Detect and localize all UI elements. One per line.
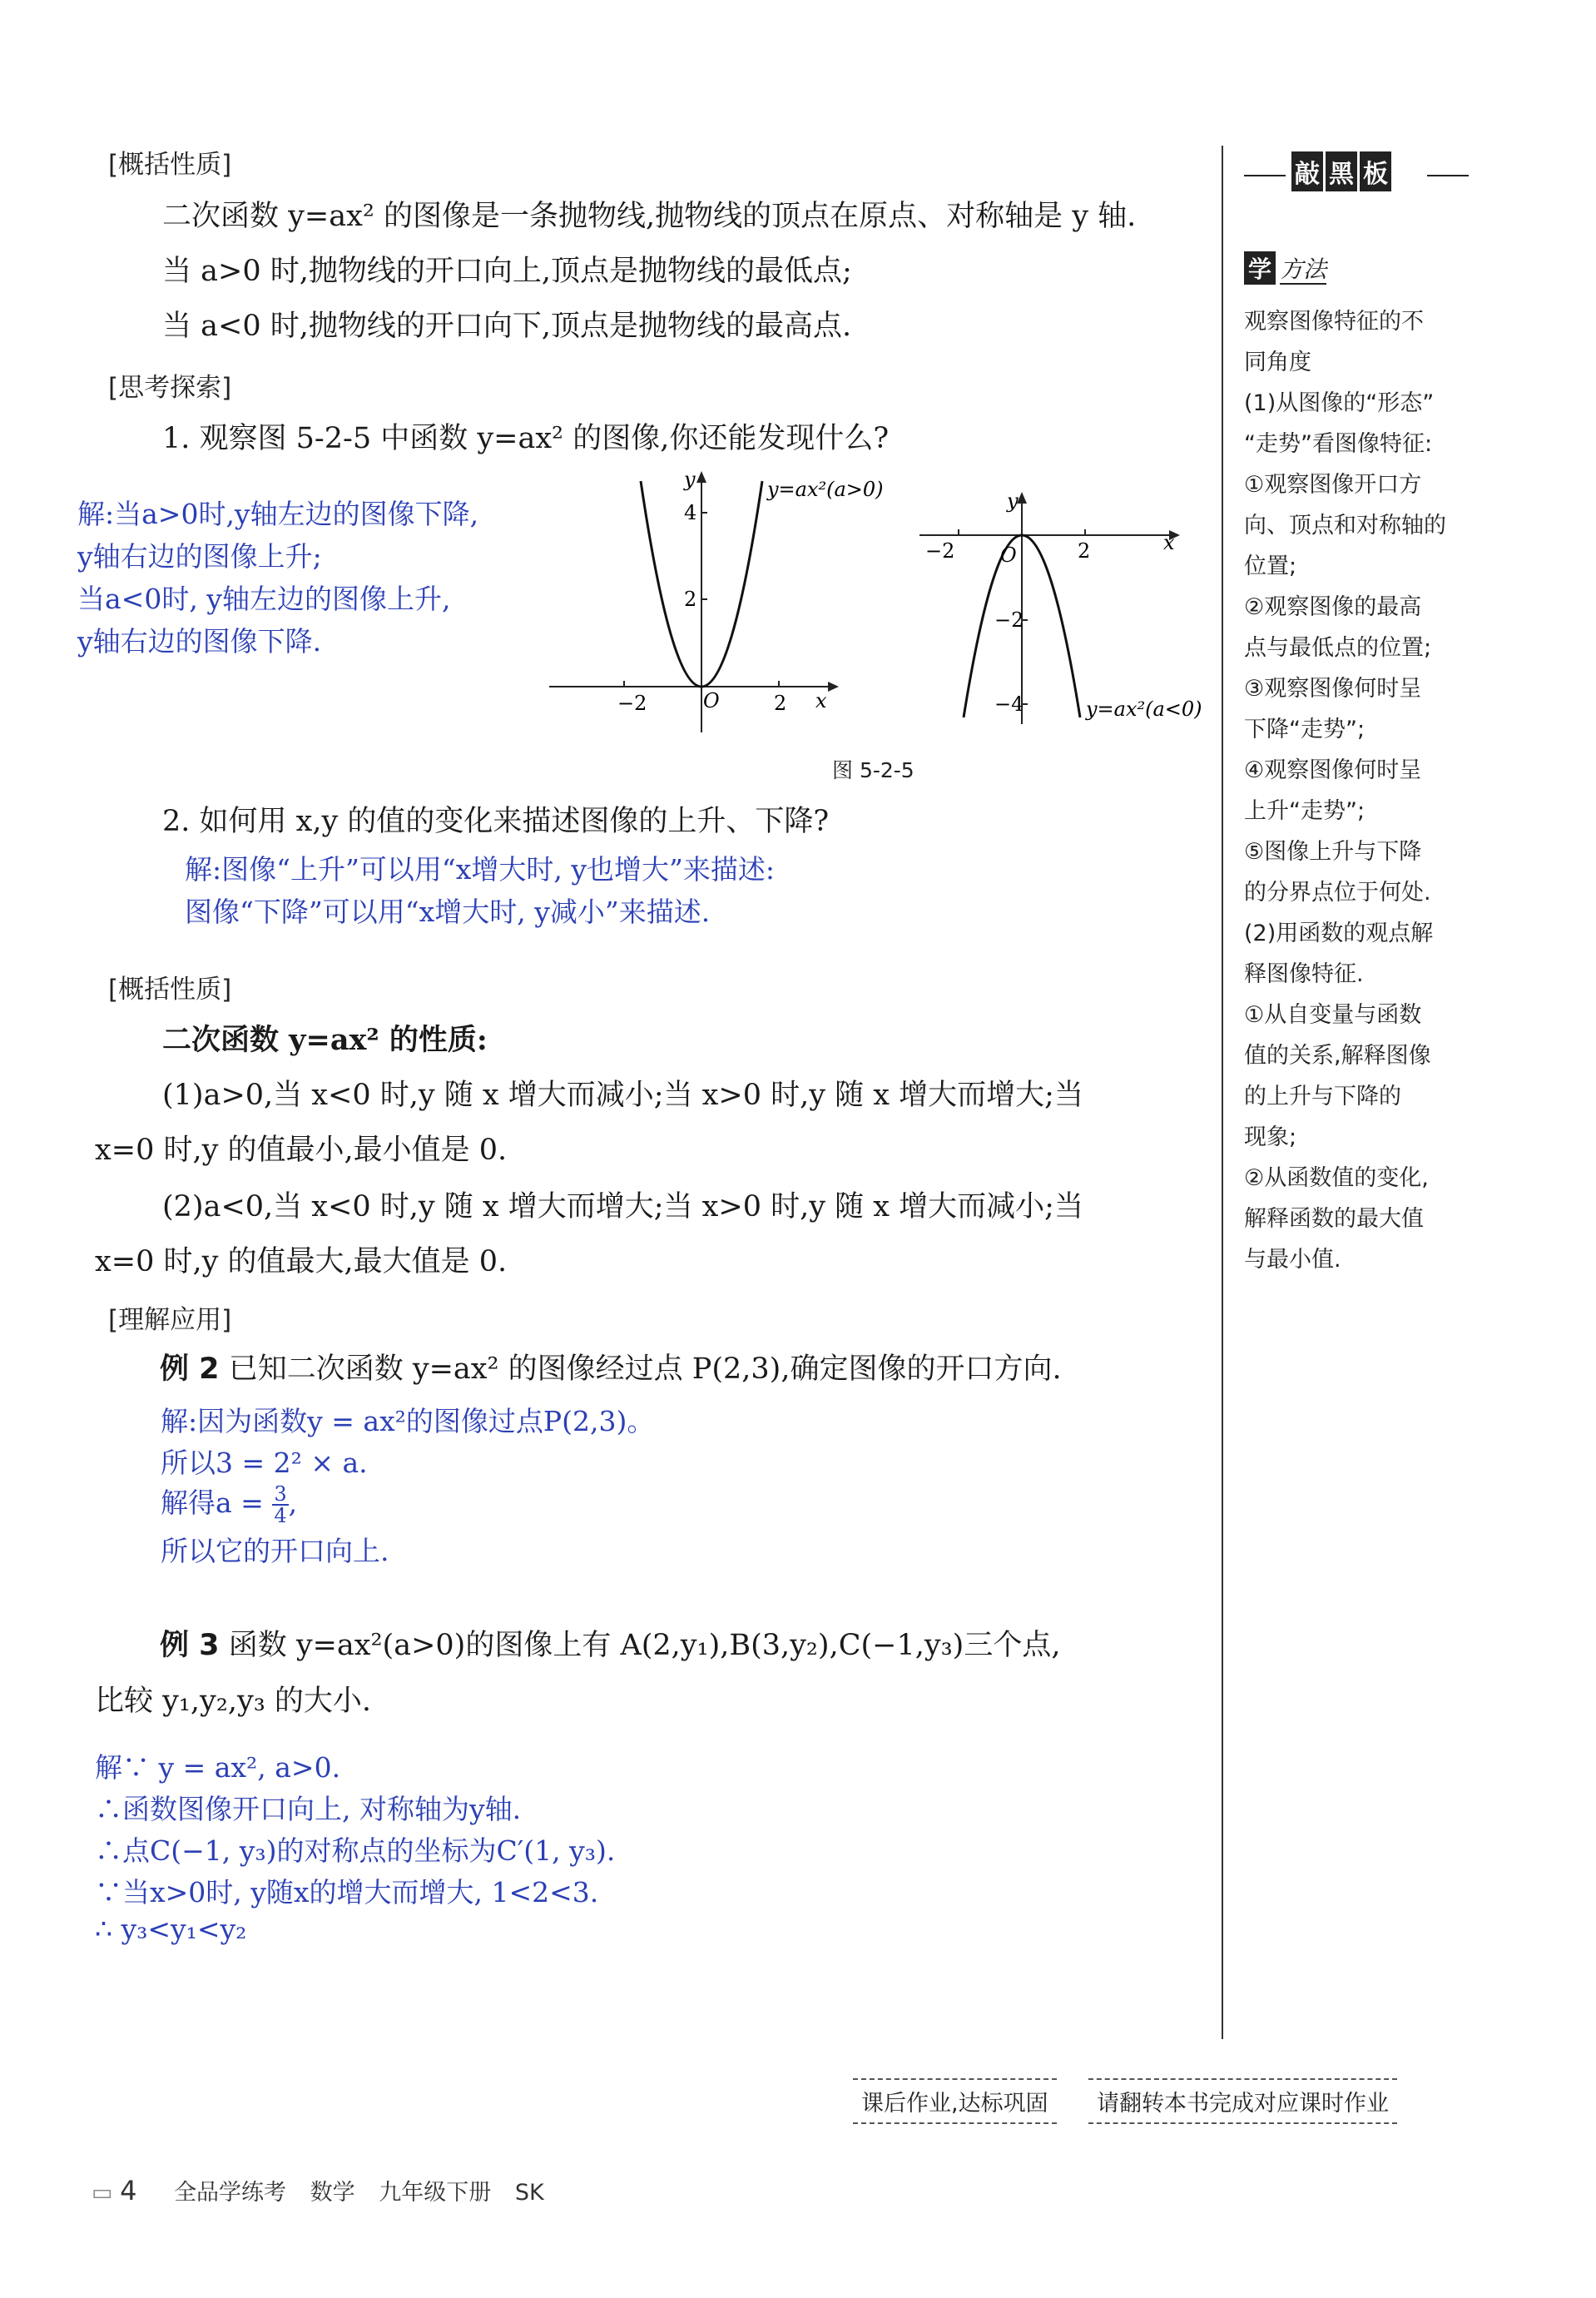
method-heading [1244, 251, 1326, 285]
example-2-label: 例 2 [160, 1352, 220, 1386]
fraction-three-quarters [272, 1484, 288, 1526]
section-heading-summary-1: [概括性质] [108, 150, 232, 180]
sidebar-line: “走势”看图像特征: [1244, 431, 1433, 457]
example-3 [160, 1627, 1060, 1664]
example-3-label: 例 3 [160, 1629, 220, 1662]
graph-left [549, 468, 884, 732]
method-label: 方法 [1280, 256, 1327, 283]
graph-right [919, 489, 1202, 724]
right-x-axis-label: x [1163, 531, 1175, 554]
footer-edition: SK [514, 2180, 544, 2206]
ex2-answer-line-3 [161, 1482, 297, 1526]
sidebar-line: 向、顶点和对称轴的 [1244, 513, 1446, 539]
property-line-3: (2)a<0,当 x<0 时,y 随 x 增大而增大;当 x>0 时,y 随 x 增大而减小;当 [162, 1190, 1083, 1223]
sidebar-line: 的上升与下降的 [1244, 1084, 1401, 1109]
summary-line-1: 二次函数 y=ax² 的图像是一条抛物线,抛物线的顶点在原点、对称轴是 y 轴. [162, 200, 1137, 233]
ex2-answer-line-1: 解:因为函数y = ax²的图像过点P(2,3)。 [161, 1405, 655, 1437]
footer-book: 全品学练考 [174, 2180, 287, 2206]
left-y-label-4: 4 [684, 501, 697, 524]
sidebar-line: 的分界点位于何处. [1244, 880, 1431, 906]
sidebar-title-rule-left [1244, 175, 1286, 176]
sidebar-line: 现象; [1244, 1124, 1297, 1150]
q1-answer-line-1: 解:当a>0时,y轴左边的图像下降, [77, 498, 479, 530]
right-x-label-2: 2 [1078, 539, 1091, 563]
right-y-label-neg2: −2 [994, 608, 1024, 632]
question-1: 1. 观察图 5-2-5 中函数 y=ax² 的图像,你还能发现什么? [162, 422, 890, 455]
left-origin-label: O [703, 689, 720, 712]
question-2: 2. 如何用 x,y 的值的变化来描述图像的上升、下降? [162, 805, 830, 838]
fraction-denominator: 4 [274, 1504, 287, 1527]
ex3-answer-line-1: 解∵ y = ax², a>0. [95, 1751, 341, 1784]
sidebar-line: 与最小值. [1244, 1247, 1341, 1273]
sidebar-line: ②观察图像的最高 [1244, 594, 1422, 620]
footer-grade: 九年级下册 [379, 2180, 492, 2206]
sidebar-line: 值的关系,解释图像 [1244, 1043, 1431, 1069]
sidebar-line: 同角度 [1244, 350, 1311, 375]
sidebar-line: 点与最低点的位置; [1244, 635, 1432, 661]
left-x-label-2: 2 [774, 692, 787, 715]
sidebar-title-char-3: 板 [1360, 151, 1391, 191]
sidebar-title-rule-right [1427, 175, 1469, 176]
right-y-arrow [1017, 492, 1027, 504]
summary-line-3: 当 a<0 时,抛物线的开口向下,顶点是抛物线的最高点. [162, 310, 852, 343]
property-line-2: x=0 时,y 的值最小,最小值是 0. [95, 1134, 508, 1167]
sidebar-line: ④观察图像何时呈 [1244, 757, 1422, 783]
left-y-axis-label: y [684, 468, 696, 491]
ex2-answer-line-2: 所以3 = 2² × a. [161, 1447, 368, 1479]
page-number: 4 [120, 2175, 137, 2206]
fraction-numerator: 3 [274, 1482, 287, 1506]
example-3-text: 函数 y=ax²(a>0)的图像上有 A(2,y₁),B(3,y₂),C(−1,y₃)三个点, [228, 1629, 1061, 1662]
sidebar-line: 解释函数的最大值 [1244, 1206, 1424, 1232]
sidebar-title-char-1: 敲 [1291, 151, 1323, 191]
sidebar-line: 释图像特征. [1244, 961, 1364, 987]
figure-5-2-5 [541, 466, 1223, 749]
summary-line-2: 当 a>0 时,抛物线的开口向上,顶点是抛物线的最低点; [162, 255, 852, 288]
sidebar-line: (1)从图像的“形态” [1244, 390, 1435, 416]
page-number-prefix-icon: ▭ [92, 2180, 113, 2206]
homework-banner-left: 课后作业,达标巩固 [853, 2078, 1057, 2124]
sidebar-line: ①观察图像开口方 [1244, 472, 1422, 498]
sidebar-line: (2)用函数的观点解 [1244, 921, 1434, 946]
sidebar-line: 观察图像特征的不 [1244, 309, 1424, 335]
footer-subject: 数学 [310, 2180, 355, 2206]
ex2-answer-prefix: 解得a = [161, 1487, 273, 1519]
section-heading-explore: [思考探索] [108, 373, 232, 403]
sidebar-line: ②从函数值的变化, [1244, 1165, 1429, 1191]
figure-caption: 图 5-2-5 [832, 758, 914, 782]
left-x-axis-label: x [815, 689, 827, 712]
right-x-label-neg2: −2 [925, 539, 955, 563]
q2-answer-line-1: 解:图像“上升”可以用“x增大时, y也增大”来描述: [185, 853, 775, 886]
page-footer [92, 2174, 544, 2206]
property-title: 二次函数 y=ax² 的性质: [162, 1023, 488, 1057]
sidebar-line: ③观察图像何时呈 [1244, 676, 1422, 702]
example-2 [160, 1351, 1062, 1387]
section-heading-summary-2: [概括性质] [108, 975, 232, 1005]
sidebar-line: 位置; [1244, 553, 1297, 579]
sidebar-line: ⑤图像上升与下降 [1244, 839, 1422, 865]
sidebar-line: 上升“走势”; [1244, 798, 1366, 824]
q1-answer-line-2: y轴右边的图像上升; [77, 540, 322, 573]
left-x-arrow [828, 682, 839, 692]
right-y-axis-label: y [1007, 489, 1019, 513]
right-curve-label: y=ax²(a<0) [1086, 697, 1202, 721]
homework-banner-right: 请翻转本书完成对应课时作业 [1088, 2078, 1397, 2124]
ex2-answer-line-4: 所以它的开口向上. [161, 1535, 389, 1567]
sidebar-line: 下降“走势”; [1244, 717, 1366, 742]
left-y-label-2: 2 [684, 588, 697, 611]
ex3-answer-line-5: ∴ y₃<y₁<y₂ [95, 1913, 247, 1945]
q1-answer-line-4: y轴右边的图像下降. [77, 625, 322, 658]
ex2-answer-suffix: , [288, 1487, 298, 1519]
left-curve-label: y=ax²(a>0) [767, 478, 884, 501]
left-y-arrow [696, 471, 706, 483]
method-icon: 学 [1244, 251, 1276, 285]
ex3-answer-line-2: ∴函数图像开口向上, 对称轴为y轴. [95, 1793, 522, 1825]
sidebar-title-char-2: 黑 [1326, 151, 1357, 191]
right-y-label-neg4: −4 [994, 692, 1024, 716]
example-3-text-2: 比较 y₁,y₂,y₃ 的大小. [95, 1685, 372, 1718]
ex3-answer-line-4: ∵当x>0时, y随x的增大而增大, 1<2<3. [95, 1876, 599, 1908]
left-x-label-neg2: −2 [617, 692, 647, 715]
property-line-4: x=0 时,y 的值最大,最大值是 0. [95, 1245, 508, 1278]
q1-answer-line-3: 当a<0时, y轴左边的图像上升, [77, 583, 451, 615]
section-heading-application: [理解应用] [108, 1305, 232, 1335]
sidebar-line: ①从自变量与函数 [1244, 1002, 1422, 1028]
right-origin-label: O [1000, 543, 1017, 567]
example-2-text: 已知二次函数 y=ax² 的图像经过点 P(2,3),确定图像的开口方向. [228, 1352, 1062, 1386]
ex3-answer-line-3: ∴点C(−1, y₃)的对称点的坐标为C′(1, y₃). [95, 1834, 616, 1867]
q2-answer-line-2: 图像“下降”可以用“x增大时, y减小”来描述. [185, 896, 711, 928]
property-line-1: (1)a>0,当 x<0 时,y 随 x 增大而减小;当 x>0 时,y 随 x 增大而增大;当 [162, 1079, 1083, 1112]
sidebar-divider [1222, 146, 1223, 2039]
